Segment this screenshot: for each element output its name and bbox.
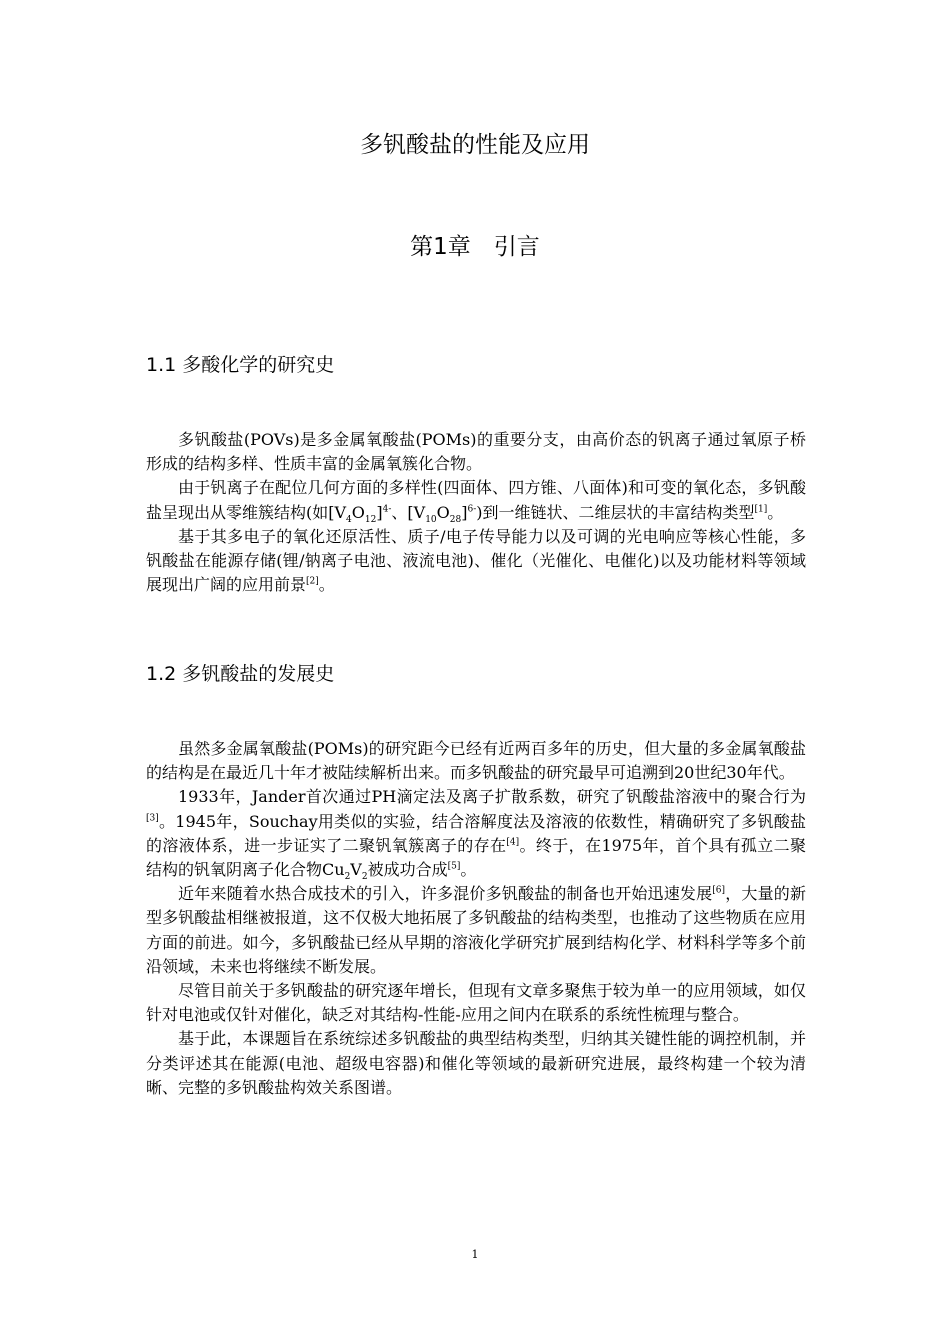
citation-ref: [4]: [506, 837, 520, 848]
superscript: 6-: [467, 504, 477, 515]
text-run: ，大量的新型多钒酸盐相继被报道，这不仅极大地拓展了多钒酸盐的结构类型，也推动了这些物质在应用方面的前进。如今，多钒酸盐已经从早期的溶液化学研究扩展到结构化学、材料科学等多个前沿领域，未来也将继续不断发展。: [146, 884, 806, 976]
text-run: 、[V: [391, 502, 426, 522]
text-run: 基于其多电子的氧化还原活性、质子/电子传导能力以及可调的光电响应等核心性能，多钒酸盐在能源存储(锂/钠离子电池、液流电池)、催化（光催化、电催化)以及功能材料等领域展现出广阔的应用前景: [146, 526, 806, 595]
citation-ref: [1]: [754, 504, 768, 515]
body-paragraph: [146, 882, 806, 979]
text-run: O: [351, 502, 365, 522]
text-run: ]: [461, 502, 468, 522]
text-run: 1933年，Jander首次通过PH滴定法及离子扩散系数，研究了钒酸盐溶液中的聚合行为: [178, 787, 806, 807]
text-run: 被成功合成: [367, 860, 448, 880]
subscript: 12: [364, 514, 377, 525]
body-paragraph: [146, 785, 806, 882]
body-paragraph: [146, 525, 806, 598]
citation-ref: [6]: [712, 885, 726, 896]
subscript: 2: [361, 872, 368, 883]
text-run: 。: [460, 860, 477, 880]
text-run: 基于此，本课题旨在系统综述多钒酸盐的典型结构类型，归纳其关键性能的调控机制，并分类评述其在能源(电池、超级电容器)和催化等领域的最新研究进展，最终构建一个较为清晰、完整的多钒酸盐构效关系图谱。: [146, 1029, 806, 1097]
superscript: 4-: [382, 504, 392, 515]
text-run: 。终于，在1975年，首个具有孤立二聚结构的钒氧阴离子化合物Cu: [146, 835, 806, 880]
subscript: 10: [425, 514, 437, 525]
section-heading-1-2: 1.2 多钒酸盐的发展史: [146, 663, 335, 685]
body-paragraph: [146, 1027, 806, 1100]
section-body-1-1: [146, 428, 806, 597]
subscript: 2: [344, 872, 351, 883]
citation-ref: [5]: [447, 861, 461, 872]
citation-ref: [2]: [306, 576, 319, 587]
text-run: 尽管目前关于多钒酸盐的研究逐年增长，但现有文章多聚焦于较为单一的应用领域，如仅针对电池或仅针对催化，缺乏对其结构-性能-应用之间内在联系的系统性梳理与整合。: [146, 981, 806, 1025]
text-run: 。: [318, 575, 335, 595]
subscript: 28: [449, 514, 462, 525]
text-run: )到一维链状、二维层状的丰富结构类型: [476, 502, 755, 522]
text-run: 。1945年，Souchay用类似的实验，结合溶解度法及溶液的依数性，精确研究了多钒酸盐的溶液体系，进一步证实了二聚钒氧簇离子的存在: [146, 811, 806, 855]
subscript: 4: [346, 514, 352, 525]
text-run: O: [436, 502, 450, 522]
section-heading-1-1: 1.1 多酸化学的研究史: [146, 354, 335, 376]
body-paragraph: [146, 428, 806, 476]
section-body-1-2: [146, 737, 806, 1100]
body-paragraph: [146, 979, 806, 1027]
citation-ref: [3]: [146, 813, 159, 824]
text-run: V: [350, 860, 362, 880]
text-run: 虽然多金属氧酸盐(POMs)的研究距今已经有近两百多年的历史，但大量的多金属氧酸盐的结构是在最近几十年才被陆续解析出来。而多钒酸盐的研究最早可追溯到20世纪30年代。: [146, 739, 806, 783]
text-run: 近年来随着水热合成技术的引入，许多混价多钒酸盐的制备也开始迅速发展: [178, 884, 713, 904]
text-run: 。: [767, 502, 784, 522]
text-run: 多钒酸盐(POVs)是多金属氧酸盐(POMs)的重要分支，由高价态的钒离子通过氧原子桥形成的结构多样、性质丰富的金属氧簇化合物。: [146, 430, 806, 474]
text-run: 由于钒离子在配位几何方面的多样性(四面体、四方锥、八面体)和可变的氧化态，多钒酸盐呈现出从零维簇结构(如[V: [146, 478, 806, 522]
document-title: 多钒酸盐的性能及应用: [360, 132, 590, 158]
body-paragraph: [146, 476, 806, 524]
text-run: ]: [376, 502, 383, 522]
page-number: 1: [471, 1248, 479, 1261]
chapter-heading: 第1章 引言: [410, 234, 540, 260]
body-paragraph: [146, 737, 806, 785]
